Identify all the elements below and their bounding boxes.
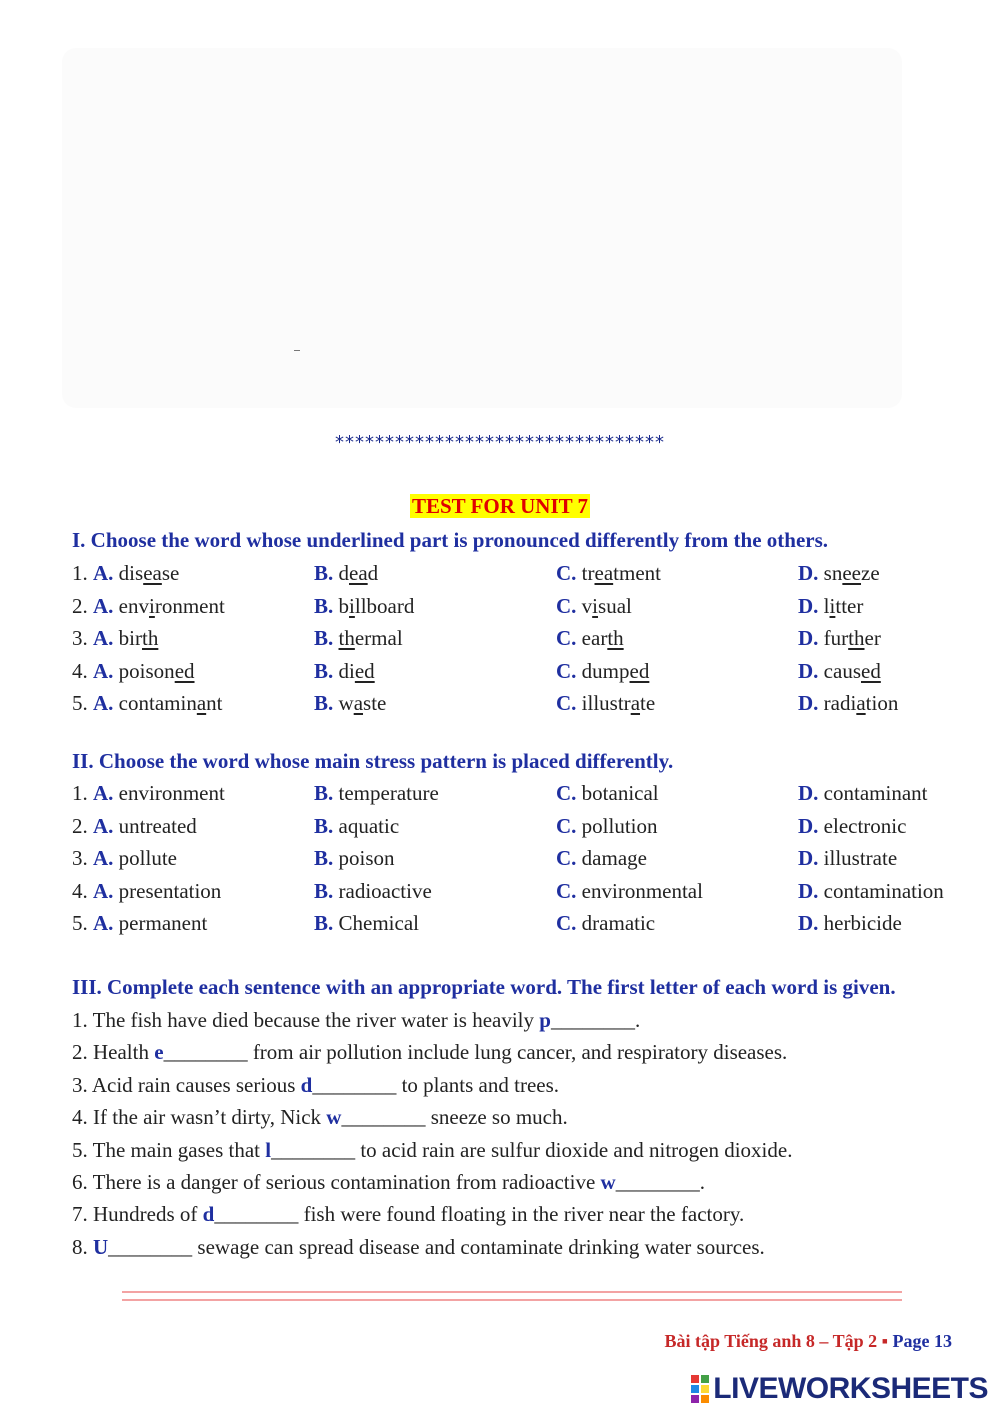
answer-option[interactable] bbox=[314, 846, 395, 871]
underlined-part: i bbox=[592, 593, 599, 618]
answer-option[interactable] bbox=[314, 781, 439, 806]
option-letter: A. bbox=[93, 878, 114, 903]
sentence-text: from air pollution include lung cancer, and respiratory diseases. bbox=[247, 1040, 788, 1065]
word-part: tter bbox=[835, 593, 864, 618]
word-part: ear bbox=[581, 626, 608, 650]
sentence-line bbox=[72, 1202, 744, 1227]
answer-option[interactable] bbox=[72, 911, 207, 936]
answer-option[interactable] bbox=[556, 879, 703, 904]
first-letter-hint: w bbox=[600, 1170, 616, 1194]
underlined-part: ea bbox=[143, 561, 162, 585]
option-letter: C. bbox=[556, 781, 577, 805]
first-letter-hint: U bbox=[93, 1234, 109, 1259]
answer-option[interactable] bbox=[314, 659, 375, 684]
answer-blank[interactable]: ________ bbox=[108, 1234, 193, 1259]
sentence-text: 8. bbox=[72, 1234, 93, 1259]
word-part: fur bbox=[823, 626, 849, 650]
option-letter: B. bbox=[314, 911, 334, 935]
option-word: aquatic bbox=[338, 813, 400, 838]
sentence-text: 3. Acid rain causes serious bbox=[72, 1072, 301, 1097]
option-letter: A. bbox=[93, 658, 114, 683]
option-word: illustrate bbox=[823, 846, 898, 870]
option-letter: C. bbox=[556, 878, 577, 903]
sentence-line bbox=[72, 1170, 705, 1195]
option-letter: D. bbox=[798, 846, 819, 870]
option-letter: A. bbox=[93, 781, 114, 805]
answer-option[interactable] bbox=[798, 814, 906, 839]
logo-square bbox=[701, 1375, 709, 1383]
star-divider: ********************************* bbox=[335, 432, 665, 453]
option-letter: A. bbox=[93, 846, 114, 870]
underlined-part: ea bbox=[594, 561, 614, 585]
section-3-heading: III. Complete each sentence with an appropriate word. The first letter of each word is given. bbox=[72, 975, 896, 999]
answer-option[interactable] bbox=[556, 691, 655, 716]
question-number: 3. bbox=[72, 846, 88, 870]
answer-option[interactable] bbox=[798, 879, 944, 904]
test-title-text: TEST FOR UNIT 7 bbox=[411, 494, 589, 518]
option-letter: C. bbox=[556, 691, 577, 715]
question-number: 1. bbox=[72, 781, 88, 805]
word-part: ste bbox=[363, 691, 387, 715]
word-part: v bbox=[581, 593, 593, 618]
underlined-part: th bbox=[848, 626, 865, 650]
footer-page-number: Page 13 bbox=[892, 1331, 952, 1351]
answer-option[interactable] bbox=[556, 814, 658, 839]
underlined-part: ed bbox=[861, 658, 881, 683]
answer-option[interactable] bbox=[314, 561, 378, 586]
question-number: 1. bbox=[72, 561, 88, 585]
sentence-text: fish were found floating in the river near the factory. bbox=[298, 1202, 745, 1227]
option-letter: C. bbox=[556, 813, 577, 838]
option-letter: D. bbox=[798, 813, 819, 838]
logo-square bbox=[691, 1375, 699, 1383]
sentence-text: 5. The main gases that bbox=[72, 1137, 266, 1162]
answer-blank[interactable]: ________ bbox=[163, 1040, 248, 1065]
question-number: 2. bbox=[72, 813, 88, 838]
word-part: nt bbox=[206, 691, 223, 715]
word-part: env bbox=[118, 593, 149, 618]
option-letter: D. bbox=[798, 691, 819, 715]
underlined-part: i bbox=[349, 593, 355, 618]
option-word: poison bbox=[338, 846, 395, 870]
word-part: contamin bbox=[118, 691, 197, 715]
option-word: temperature bbox=[338, 781, 439, 805]
logo-grid-icon bbox=[691, 1375, 709, 1403]
word-part: tr bbox=[581, 561, 595, 585]
first-letter-hint: d bbox=[202, 1202, 215, 1227]
option-letter: A. bbox=[93, 593, 114, 618]
footer-book-title: Bài tập Tiếng anh 8 – Tập 2 ▪ bbox=[664, 1331, 893, 1351]
word-part: te bbox=[640, 691, 656, 715]
option-letter: D. bbox=[798, 911, 819, 935]
option-word: pollution bbox=[581, 813, 658, 838]
word-part: er bbox=[864, 626, 881, 650]
question-number: 3. bbox=[72, 626, 88, 650]
answer-option[interactable] bbox=[798, 691, 898, 716]
underlined-part: ed bbox=[354, 658, 375, 683]
word-part: w bbox=[338, 691, 354, 715]
question-number: 4. bbox=[72, 878, 88, 903]
answer-option[interactable] bbox=[556, 659, 649, 684]
option-word: damage bbox=[581, 846, 647, 870]
answer-option[interactable] bbox=[798, 561, 880, 586]
option-letter: C. bbox=[556, 658, 577, 683]
option-word: untreated bbox=[118, 813, 197, 838]
answer-option[interactable] bbox=[798, 781, 927, 806]
sentence-text: 6. There is a danger of serious contamination from radioactive bbox=[72, 1170, 601, 1194]
question-number: 2. bbox=[72, 593, 88, 618]
word-part: se bbox=[161, 561, 180, 585]
option-word: environmental bbox=[581, 878, 703, 903]
sentence-text: 1. The fish have died because the river water is heavily bbox=[72, 1008, 540, 1032]
option-word: presentation bbox=[118, 878, 222, 903]
answer-blank[interactable]: ________ bbox=[550, 1008, 635, 1032]
underlined-part: ee bbox=[842, 561, 862, 585]
answer-option[interactable] bbox=[798, 911, 902, 936]
test-title bbox=[0, 494, 1000, 519]
underlined-part: ed bbox=[174, 658, 195, 683]
answer-option[interactable] bbox=[72, 846, 177, 871]
option-word: environment bbox=[118, 781, 225, 805]
word-part: di bbox=[338, 658, 355, 683]
logo-text: LIVEWORKSHEETS bbox=[713, 1372, 988, 1405]
logo-square bbox=[701, 1395, 709, 1403]
stray-mark bbox=[294, 350, 300, 351]
logo-square bbox=[701, 1385, 709, 1393]
option-letter: B. bbox=[314, 658, 334, 683]
underlined-part: th bbox=[142, 626, 159, 650]
option-letter: C. bbox=[556, 593, 577, 618]
option-letter: C. bbox=[556, 561, 577, 585]
word-part: b bbox=[338, 593, 350, 618]
underlined-part: th bbox=[338, 626, 355, 650]
answer-option[interactable] bbox=[72, 814, 197, 839]
sentence-line bbox=[72, 1138, 792, 1163]
option-word: pollute bbox=[118, 846, 177, 870]
underlined-part: a bbox=[856, 691, 866, 715]
option-word: permanent bbox=[118, 911, 208, 935]
word-part: radi bbox=[823, 691, 857, 715]
word-part: sn bbox=[823, 561, 843, 585]
answer-option[interactable] bbox=[314, 879, 432, 904]
sentence-line bbox=[72, 1105, 568, 1130]
answer-blank[interactable]: ________ bbox=[615, 1170, 700, 1194]
blank-image-area bbox=[62, 48, 902, 408]
sentence-line bbox=[72, 1235, 765, 1260]
word-part: poison bbox=[118, 658, 175, 683]
answer-option[interactable] bbox=[798, 846, 897, 871]
answer-option[interactable] bbox=[556, 911, 655, 936]
sentence-text: to plants and trees. bbox=[396, 1072, 560, 1097]
word-part: illustr bbox=[581, 691, 631, 715]
answer-option[interactable] bbox=[314, 626, 403, 651]
option-letter: B. bbox=[314, 691, 334, 715]
word-part: d bbox=[367, 561, 379, 585]
answer-option[interactable] bbox=[72, 594, 225, 619]
sentence-text: sneeze so much. bbox=[425, 1105, 568, 1130]
answer-option[interactable] bbox=[314, 594, 414, 619]
answer-option[interactable] bbox=[314, 691, 386, 716]
first-letter-hint: l bbox=[265, 1137, 272, 1162]
answer-option[interactable] bbox=[72, 561, 179, 586]
first-letter-hint: e bbox=[154, 1040, 164, 1065]
option-letter: B. bbox=[314, 626, 334, 650]
logo-square bbox=[691, 1385, 699, 1393]
word-part: tion bbox=[865, 691, 899, 715]
page-footer bbox=[665, 1331, 952, 1352]
option-letter: D. bbox=[798, 626, 819, 650]
answer-option[interactable] bbox=[314, 911, 419, 936]
option-letter: A. bbox=[93, 626, 114, 650]
underlined-part: i bbox=[829, 593, 836, 618]
sentence-text: 2. Health bbox=[72, 1040, 155, 1065]
sentence-line bbox=[72, 1040, 787, 1065]
option-word: contamination bbox=[823, 878, 944, 903]
sentence-text: . bbox=[699, 1170, 705, 1194]
answer-option[interactable] bbox=[556, 561, 661, 586]
underlined-part: ea bbox=[349, 561, 368, 585]
option-letter: D. bbox=[798, 561, 819, 585]
logo-square bbox=[691, 1395, 699, 1403]
option-letter: D. bbox=[798, 593, 819, 618]
option-letter: B. bbox=[314, 561, 334, 585]
first-letter-hint: w bbox=[326, 1105, 342, 1130]
option-letter: C. bbox=[556, 846, 577, 870]
answer-option[interactable] bbox=[798, 594, 863, 619]
section-1-heading: I. Choose the word whose underlined part is pronounced differently from the others. bbox=[72, 528, 829, 552]
word-part: llboard bbox=[354, 593, 415, 618]
footer-divider bbox=[122, 1291, 902, 1301]
word-part: ze bbox=[861, 561, 880, 585]
sentence-text: sewage can spread disease and contaminate drinking water sources. bbox=[192, 1234, 765, 1259]
option-letter: D. bbox=[798, 878, 819, 903]
option-letter: D. bbox=[798, 781, 819, 805]
option-word: Chemical bbox=[338, 911, 419, 935]
answer-blank[interactable]: ________ bbox=[312, 1072, 397, 1097]
sentence-text: . bbox=[634, 1008, 641, 1032]
answer-option[interactable] bbox=[72, 781, 225, 806]
answer-option[interactable] bbox=[72, 659, 195, 684]
underlined-part: a bbox=[630, 691, 641, 715]
answer-blank[interactable]: ________ bbox=[214, 1202, 299, 1227]
answer-option[interactable] bbox=[314, 814, 399, 839]
question-number: 4. bbox=[72, 658, 88, 683]
sentence-text: to acid rain are sulfur dioxide and nitrogen dioxide. bbox=[355, 1137, 793, 1162]
option-word: botanical bbox=[581, 781, 659, 805]
answer-option[interactable] bbox=[556, 781, 659, 806]
question-number: 5. bbox=[72, 691, 88, 715]
underlined-part: a bbox=[196, 691, 207, 715]
section-2-heading: II. Choose the word whose main stress pattern is placed differently. bbox=[72, 749, 674, 773]
option-letter: A. bbox=[93, 561, 114, 585]
word-part: sual bbox=[598, 593, 632, 618]
liveworksheets-logo[interactable] bbox=[691, 1373, 988, 1405]
option-letter: A. bbox=[93, 911, 114, 935]
first-letter-hint: p bbox=[539, 1008, 551, 1032]
option-letter: D. bbox=[798, 658, 819, 683]
answer-blank[interactable]: ________ bbox=[271, 1137, 356, 1162]
option-letter: C. bbox=[556, 911, 577, 935]
answer-option[interactable] bbox=[72, 691, 223, 716]
underlined-part: i bbox=[149, 593, 155, 618]
word-part: l bbox=[823, 593, 830, 618]
question-number: 5. bbox=[72, 911, 88, 935]
option-letter: A. bbox=[93, 813, 114, 838]
word-part: tment bbox=[613, 561, 661, 585]
option-word: electronic bbox=[823, 813, 907, 838]
sentence-text: 7. Hundreds of bbox=[72, 1202, 203, 1227]
option-letter: B. bbox=[314, 781, 334, 805]
word-part: ermal bbox=[354, 626, 403, 650]
option-word: radioactive bbox=[338, 878, 432, 903]
word-part: bir bbox=[118, 626, 142, 650]
first-letter-hint: d bbox=[300, 1072, 313, 1097]
option-letter: B. bbox=[314, 593, 334, 618]
word-part: caus bbox=[823, 658, 861, 683]
underlined-part: a bbox=[353, 691, 364, 715]
answer-option[interactable] bbox=[798, 626, 881, 651]
option-word: herbicide bbox=[823, 911, 902, 935]
word-part: dump bbox=[581, 658, 630, 683]
word-part: ronment bbox=[154, 593, 225, 618]
sentence-text: 4. If the air wasn’t dirty, Nick bbox=[72, 1105, 327, 1130]
underlined-part: ed bbox=[629, 658, 650, 683]
option-word: contaminant bbox=[823, 781, 928, 805]
underlined-part: th bbox=[607, 626, 624, 650]
answer-option[interactable] bbox=[556, 626, 624, 651]
answer-option[interactable] bbox=[72, 879, 221, 904]
answer-option[interactable] bbox=[798, 659, 881, 684]
option-letter: B. bbox=[314, 878, 334, 903]
answer-option[interactable] bbox=[72, 626, 158, 651]
option-letter: A. bbox=[93, 691, 114, 715]
sentence-line bbox=[72, 1073, 559, 1098]
option-letter: C. bbox=[556, 626, 577, 650]
option-word: dramatic bbox=[581, 911, 656, 935]
answer-option[interactable] bbox=[556, 846, 647, 871]
option-letter: B. bbox=[314, 813, 334, 838]
answer-blank[interactable]: ________ bbox=[341, 1105, 426, 1130]
option-letter: B. bbox=[314, 846, 334, 870]
word-part: d bbox=[338, 561, 350, 585]
word-part: dis bbox=[118, 561, 144, 585]
sentence-line bbox=[72, 1008, 640, 1033]
answer-option[interactable] bbox=[556, 594, 632, 619]
